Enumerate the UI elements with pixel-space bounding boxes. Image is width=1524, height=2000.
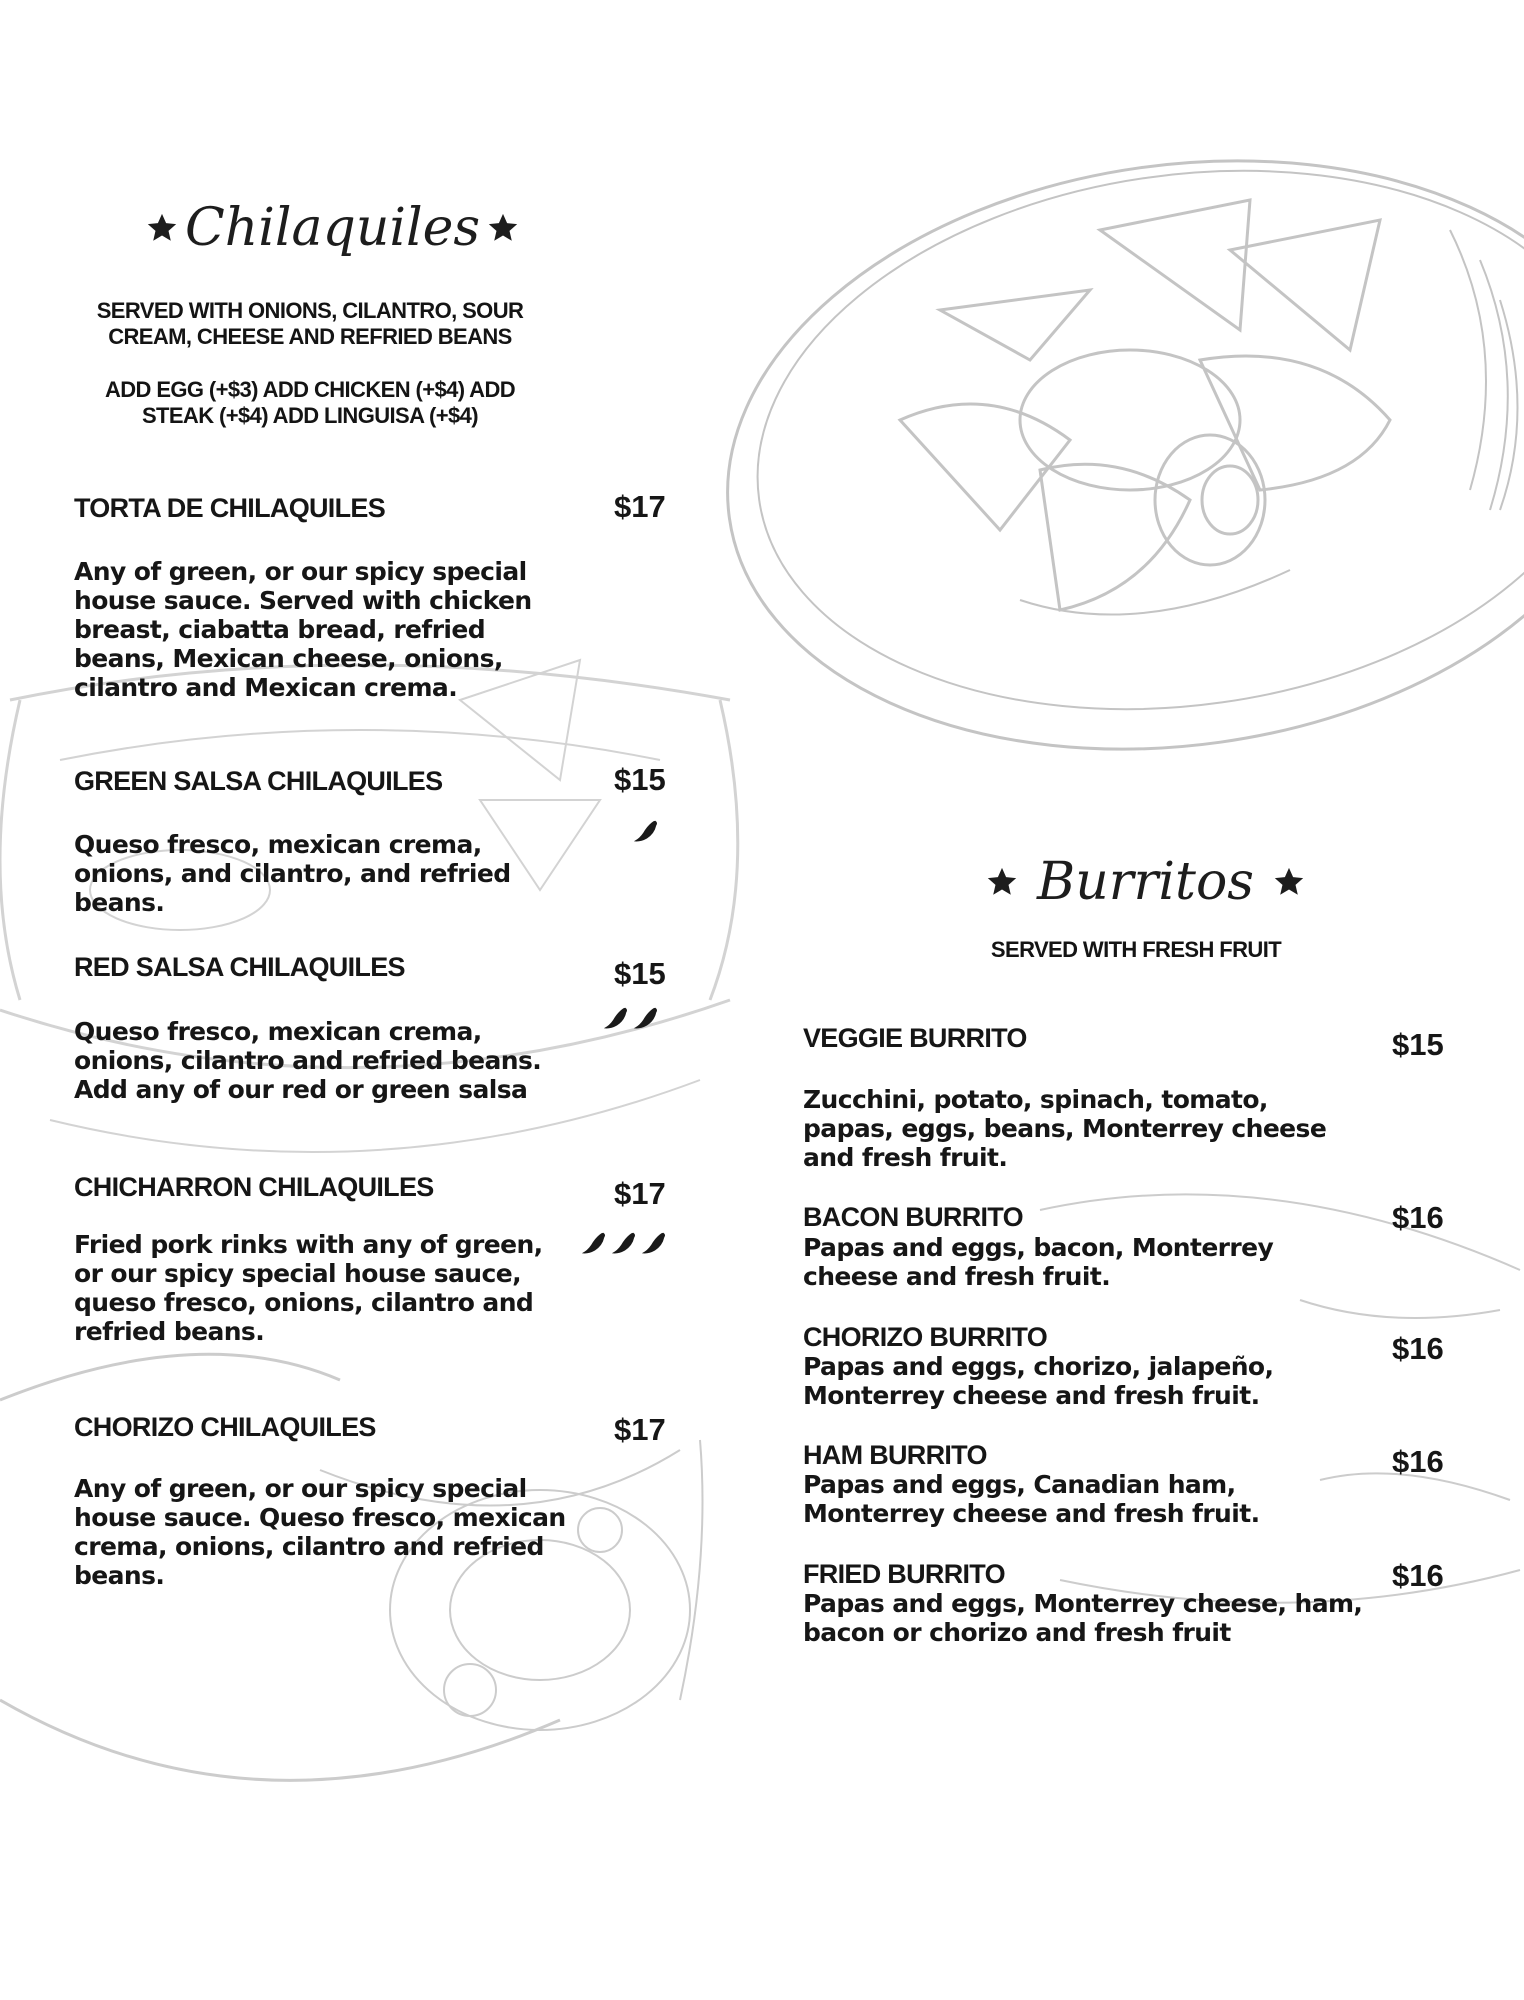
star-icon — [1272, 865, 1306, 899]
chilaquiles-title — [145, 198, 520, 258]
menu-item-name: CHORIZO BURRITO — [803, 1322, 1047, 1352]
chili-pepper-icon — [640, 1228, 668, 1258]
chilaquiles-title-text: Chilaquiles — [185, 198, 481, 258]
menu-item-price: $15 — [614, 762, 666, 797]
menu-item-description: Any of green, or our spicy special house sauce. Queso fresco, mexican crema, onions, cilantro and refried beans. — [74, 1474, 566, 1590]
star-icon — [486, 211, 520, 245]
menu-item-description: Papas and eggs, bacon, Monterrey cheese and fresh fruit. — [803, 1233, 1274, 1291]
star-icon — [985, 865, 1019, 899]
spice-level — [632, 816, 660, 846]
menu-item-name: CHORIZO CHILAQUILES — [74, 1412, 376, 1442]
menu-item-name: RED SALSA CHILAQUILES — [74, 952, 405, 982]
menu-item-price: $17 — [614, 1176, 666, 1211]
burritos-title — [985, 852, 1306, 912]
chili-pepper-icon — [602, 1003, 630, 1033]
burritos-title-text: Burritos — [1037, 852, 1254, 912]
menu-item-name: FRIED BURRITO — [803, 1559, 1005, 1589]
menu-item-name: CHICHARRON CHILAQUILES — [74, 1172, 434, 1202]
chili-pepper-icon — [632, 1003, 660, 1033]
spice-level — [602, 1003, 660, 1033]
menu-item-price: $17 — [614, 1412, 666, 1447]
menu-item-price: $15 — [1392, 1027, 1444, 1062]
menu-item-description: Papas and eggs, chorizo, jalapeño, Monterrey cheese and fresh fruit. — [803, 1352, 1274, 1410]
menu-item-description: Papas and eggs, Monterrey cheese, ham, bacon or chorizo and fresh fruit — [803, 1589, 1363, 1647]
chilaquiles-addons: ADD EGG (+$3) ADD CHICKEN (+$4) ADD STEAK (+$4) ADD LINGUISA (+$4) — [104, 377, 516, 428]
menu-item-price: $16 — [1392, 1558, 1444, 1593]
menu-item-price: $16 — [1392, 1200, 1444, 1235]
menu-item-description: Any of green, or our spicy special house sauce. Served with chicken breast, ciabatta bread, refried beans, Mexican cheese, onions, cilantro and Mexican crema. — [74, 557, 532, 702]
menu-item-description: Zucchini, potato, spinach, tomato, papas, eggs, beans, Monterrey cheese and fresh fruit. — [803, 1085, 1327, 1172]
menu-item-description: Queso fresco, mexican crema, onions, cilantro and refried beans. Add any of our red or green salsa — [74, 1017, 542, 1104]
burritos-subtitle: SERVED WITH FRESH FRUIT — [990, 937, 1282, 962]
menu-item-description: Queso fresco, mexican crema, onions, and cilantro, and refried beans. — [74, 830, 511, 917]
menu-item-price: $15 — [614, 956, 666, 991]
menu-item-price: $17 — [614, 489, 666, 524]
menu-item-description: Fried pork rinks with any of green, or our spicy special house sauce, queso fresco, onions, cilantro and refried beans. — [74, 1230, 543, 1346]
menu-item-name: TORTA DE CHILAQUILES — [74, 493, 386, 523]
menu-item-price: $16 — [1392, 1444, 1444, 1479]
chili-pepper-icon — [610, 1228, 638, 1258]
chili-pepper-icon — [632, 816, 660, 846]
menu-item-name: HAM BURRITO — [803, 1440, 987, 1470]
menu-item-name: VEGGIE BURRITO — [803, 1023, 1027, 1053]
spice-level — [580, 1228, 668, 1258]
chili-pepper-icon — [580, 1228, 608, 1258]
star-icon — [145, 211, 179, 245]
menu-item-price: $16 — [1392, 1331, 1444, 1366]
menu-item-name: BACON BURRITO — [803, 1202, 1023, 1232]
menu-item-name: GREEN SALSA CHILAQUILES — [74, 766, 443, 796]
chilaquiles-subtitle: SERVED WITH ONIONS, CILANTRO, SOUR CREAM, CHEESE AND REFRIED BEANS — [96, 298, 524, 349]
menu-item-description: Papas and eggs, Canadian ham, Monterrey cheese and fresh fruit. — [803, 1470, 1260, 1528]
chilaquiles-plate-illustration — [689, 104, 1524, 805]
